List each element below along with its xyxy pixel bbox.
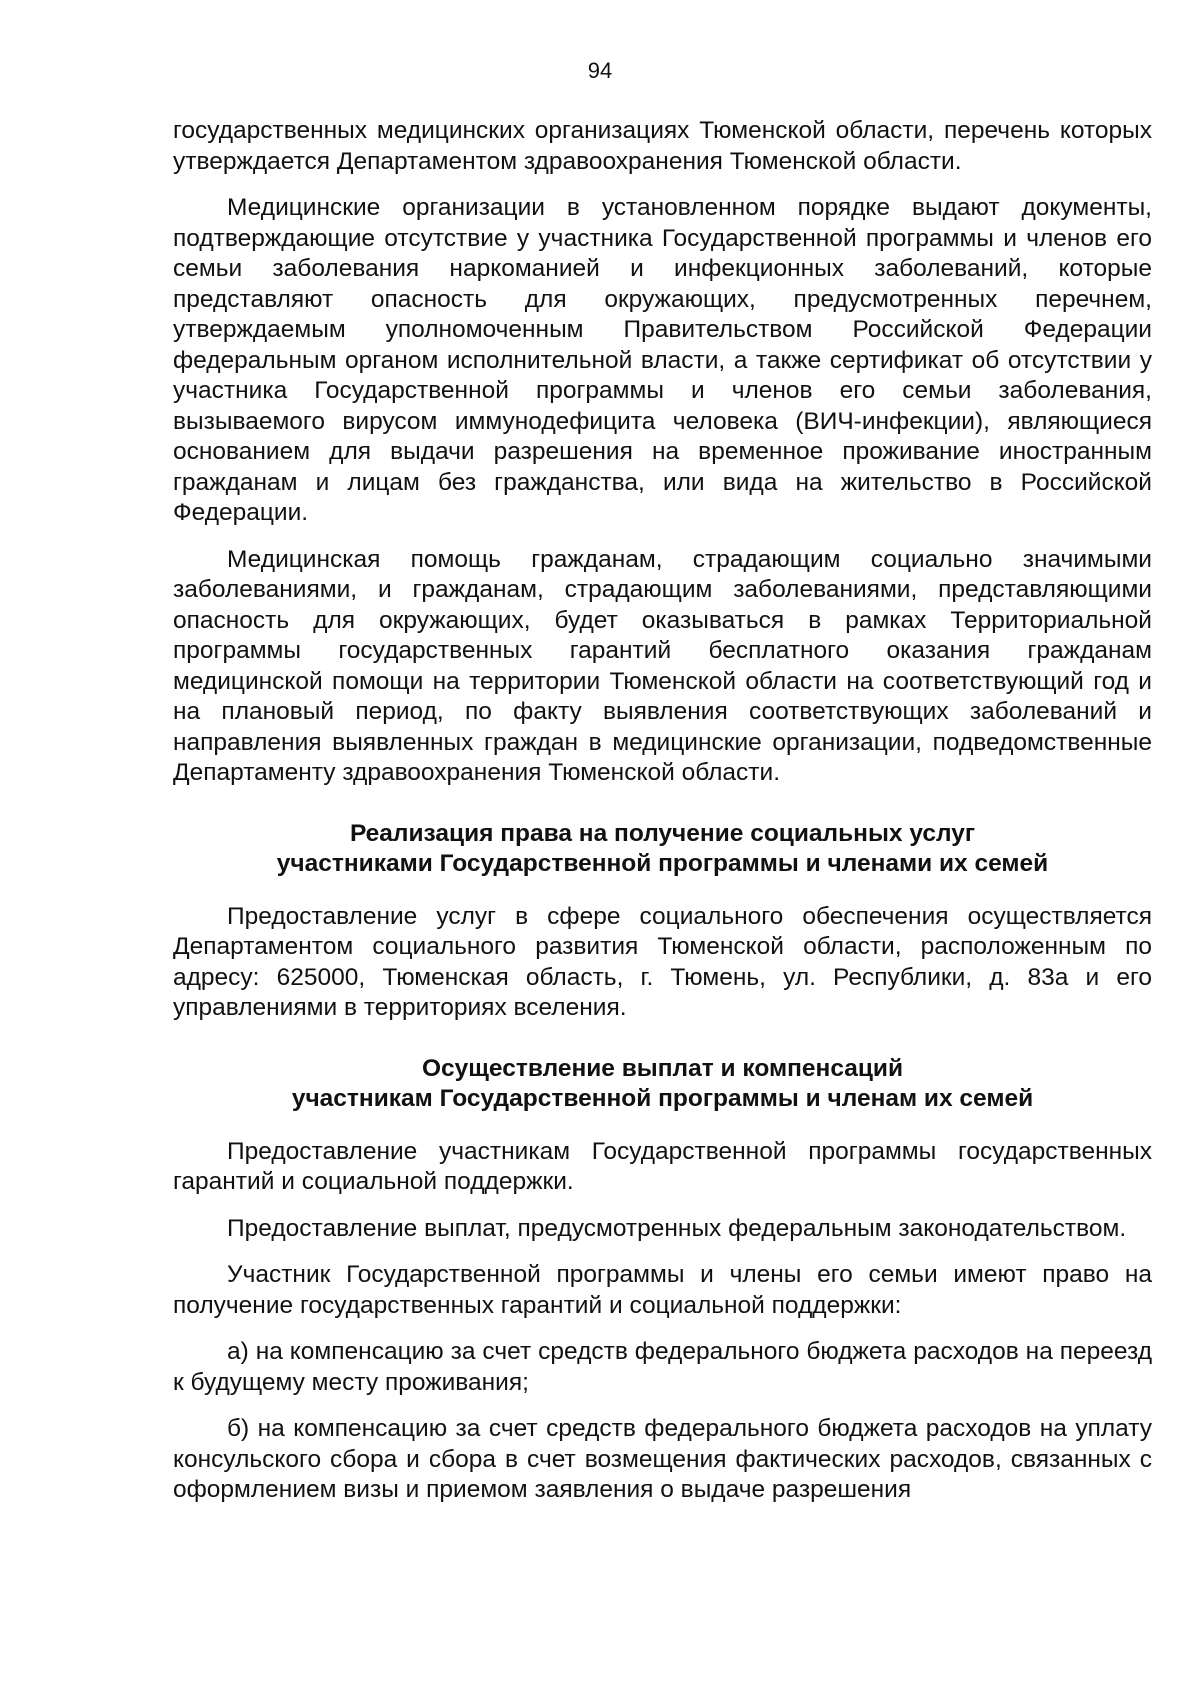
list-item-a: а) на компенсацию за счет средств федерального бюджета расходов на переезд к будущему месту проживания; bbox=[173, 1338, 1152, 1396]
list-item-b: б) на компенсацию за счет средств федерального бюджета расходов на уплату консульского сбора и сбора в счет возмещения фактических расходов, связанных с оформлением визы и приемом заявления о выдаче разрешения bbox=[173, 1415, 1152, 1503]
heading-payments-line2: участникам Государственной программы и членам их семей bbox=[291, 1085, 1034, 1112]
heading-social-services bbox=[173, 819, 1152, 880]
paragraph-continuation: государственных медицинских организациях Тюменской области, перечень которых утверждается Департаментом здравоохранения Тюменской области. bbox=[173, 117, 1152, 175]
paragraph-rights: Участник Государственной программы и члены его семьи имеют право на получение государственных гарантий и социальной поддержки: bbox=[173, 1261, 1152, 1319]
heading-payments-line1: Осуществление выплат и компенсаций bbox=[421, 1054, 904, 1082]
paragraph-medical-assistance: Медицинская помощь гражданам, страдающим социально значимыми заболеваниями, и гражданам, страдающим заболеваниями, представляющими опасность для окружающих, будет оказываться в рамках Территориальной программы государственных гарантий бесплатного оказания гражданам медицинской помощи на территории Тюменской области на соответствующий год и на плановый период, по факту выявления соответствующих заболеваний и направления выявленных граждан в медицинские организации, подведомственные Департаменту здравоохранения Тюменской области. bbox=[173, 545, 1152, 786]
heading-social-services-line2: участниками Государственной программы и членами их семей bbox=[276, 850, 1049, 877]
paragraph-social-services: Предоставление услуг в сфере социального обеспечения осуществляется Департаментом социального развития Тюменской области, расположенным по адресу: 625000, Тюменская область, г. Тюмень, ул. Республики, д. 83а и его управлениями в территориях вселения. bbox=[173, 902, 1152, 1021]
document-body bbox=[173, 116, 1152, 1522]
paragraph-guarantees: Предоставление участникам Государственной программы государственных гарантий и социальной поддержки. bbox=[173, 1137, 1152, 1195]
page-number: 94 bbox=[587, 58, 613, 83]
paragraph-medical-documents: Медицинские организации в установленном порядке выдают документы, подтверждающие отсутствие у участника Государственной программы и членов его семьи заболевания наркоманией и инфекционных заболеваний, которые представляют опасность для окружающих, предусмотренных перечнем, утверждаемым уполномоченным Правительством Российской Федерации федеральным органом исполнительной власти, а также сертификат об отсутствии у участника Государственной программы и членов его семьи заболевания, вызываемого вирусом иммунодефицита человека (ВИЧ-инфекции), являющиеся основанием для выдачи разрешения на временное проживание иностранным гражданам и лицам без гражданства, или вида на жительство в Российской Федерации. bbox=[173, 194, 1152, 526]
heading-social-services-line1: Реализация права на получение социальных услуг bbox=[349, 819, 976, 847]
heading-payments bbox=[173, 1054, 1152, 1115]
paragraph-federal-payments: Предоставление выплат, предусмотренных федеральным законодательством. bbox=[227, 1214, 1127, 1242]
